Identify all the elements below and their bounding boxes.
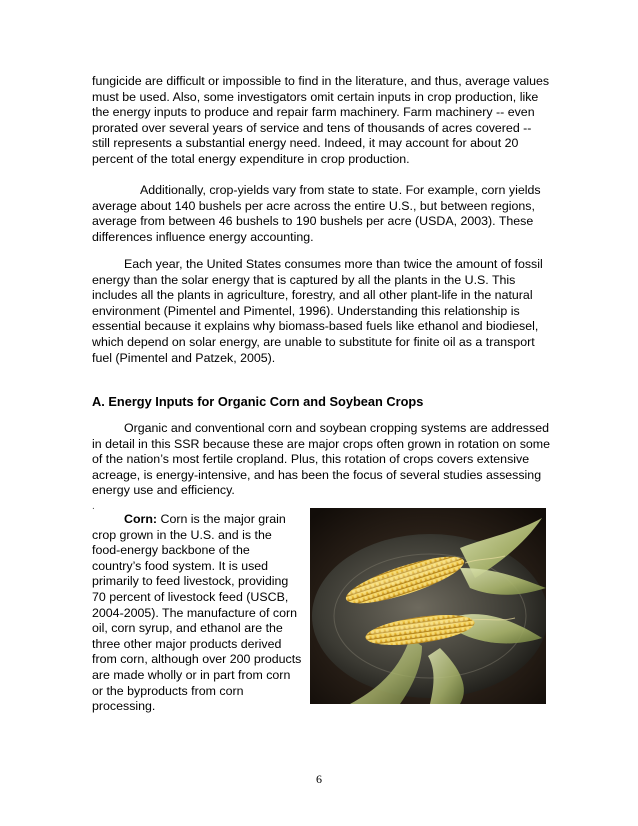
paragraph-text: Organic and conventional corn and soybean cropping systems are addressed in detail in this SSR because these are major crops often grown in rotation on some of the nation’s most fertile cropland. Plus, this rotation of crops covers extensive acreage, is energy-intensive, and has been the focus of several studies assessing energy use and efficiency. — [92, 421, 551, 498]
paragraph-machinery — [92, 74, 552, 168]
paragraph-fossil-energy — [92, 257, 552, 366]
paragraph-cropping-systems — [92, 421, 552, 499]
corn-body-text: Corn is the major grain crop grown in the U.S. and is the food-energy backbone of the country’s food system. It is used primarily to feed livestock, providing 70 percent of livestock feed (USCB, 2004-2005). The manufacture of corn oil, corn syrup, and ethanol are the three other major products derived from corn, although over 200 products are made wholly or in part from corn or the byproducts from corn processing. — [92, 512, 302, 714]
corn-illustration — [310, 508, 546, 704]
page-number: 6 — [316, 772, 322, 786]
corn-lead-label: Corn: — [124, 512, 158, 526]
paragraph-corn — [92, 512, 302, 715]
paragraph-text: fungicide are difficult or impossible to find in the literature, and thus, average values must be used. Also, some investigators omit certain inputs in crop production, like the energy inputs to produce and repair farm machinery. Farm machinery -- even prorated over several years of service and tens of thousands of acres covered -- still represents a substantial energy need. Indeed, it may account for about 20 percent of the total energy expenditure in crop production. — [92, 74, 550, 166]
corn-photo — [310, 508, 546, 704]
section-heading: A. Energy Inputs for Organic Corn and Soybean Crops — [92, 394, 424, 409]
paragraph-crop-yields — [92, 183, 552, 245]
stray-mark: . — [92, 501, 95, 512]
paragraph-text: Additionally, crop-yields vary from state to state. For example, corn yields average about 140 bushels per acre across the entire U.S., but between regions, average from between 46 bushels to 190 bushels per acre (USDA, 2003). These differences influence energy accounting. — [92, 183, 541, 244]
paragraph-text: Each year, the United States consumes more than twice the amount of fossil energy than the solar energy that is captured by all the plants in the U.S. This includes all the plants in agriculture, forestry, and all other plant-life in the natural environment (Pimentel and Pimentel, 1996). Understanding this relationship is essential because it explains why biomass-based fuels like ethanol and biodiesel, which depend on solar energy, are unable to substitute for finite oil as a transport fuel (Pimentel and Patzek, 2005). — [92, 257, 543, 365]
